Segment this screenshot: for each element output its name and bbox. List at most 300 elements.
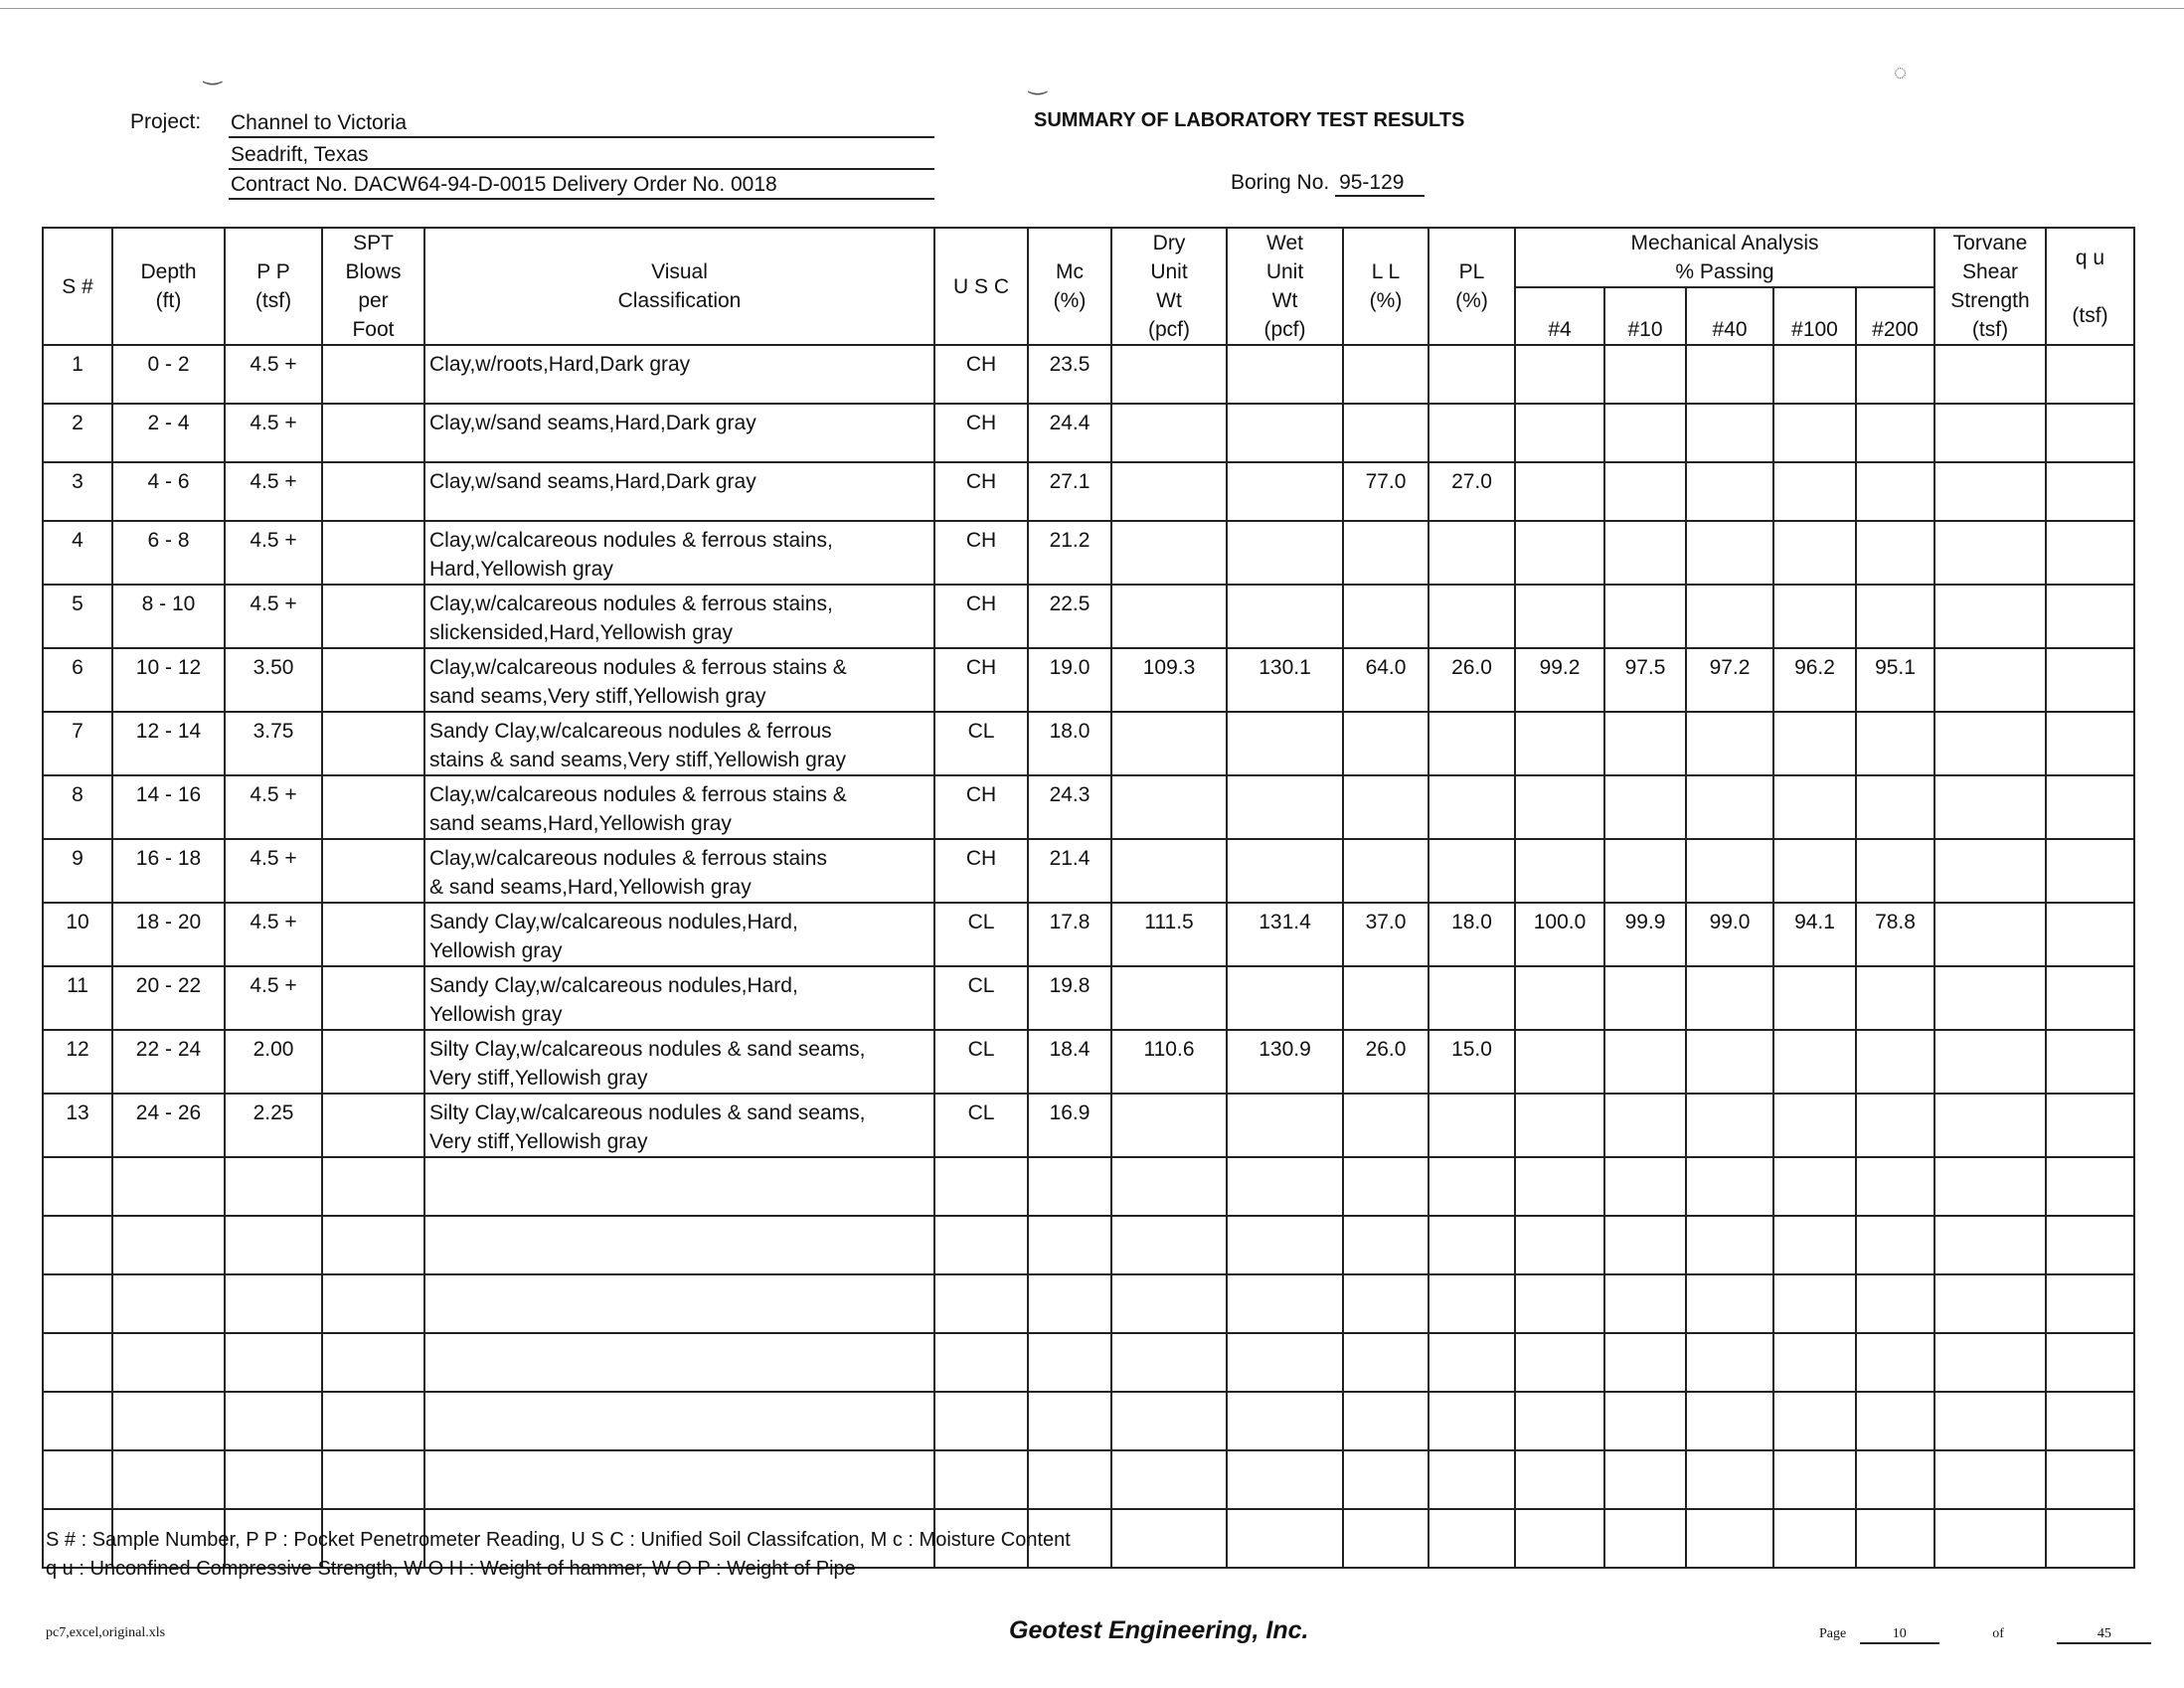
- cell-ll: [1343, 966, 1428, 1030]
- cell-description: [424, 1274, 934, 1333]
- cell-pp: 4.5 +: [225, 966, 322, 1030]
- cell-sample: [43, 1333, 112, 1392]
- cell-pp: [225, 1450, 322, 1509]
- cell-usc: CH: [934, 839, 1028, 903]
- cell-pp: 4.5 +: [225, 903, 322, 966]
- cell-sieve-100: 94.1: [1773, 903, 1856, 966]
- cell-qu: [2046, 1274, 2134, 1333]
- cell-pl: [1428, 1216, 1515, 1274]
- cell-torvane: [1934, 966, 2046, 1030]
- cell-dry-unit-wt: [1111, 404, 1227, 462]
- cell-spt: [322, 1216, 424, 1274]
- cell-wet-unit-wt: [1227, 839, 1343, 903]
- lab-results-table: [42, 227, 2135, 1569]
- cell-sample: 12: [43, 1030, 112, 1094]
- cell-ll: 37.0: [1343, 903, 1428, 966]
- cell-sieve-100: [1773, 712, 1856, 775]
- cell-description: Clay,w/calcareous nodules & ferrous stains & sand seams,Hard,Yellowish gray: [424, 775, 934, 839]
- company-name: Geotest Engineering, Inc.: [1009, 1616, 1309, 1644]
- cell-dry-unit-wt: 110.6: [1111, 1030, 1227, 1094]
- table-row: [43, 585, 2134, 648]
- cell-mc: 16.9: [1028, 1094, 1111, 1157]
- cell-sample: 7: [43, 712, 112, 775]
- cell-mc: [1028, 1157, 1111, 1216]
- cell-ll: [1343, 1157, 1428, 1216]
- cell-pp: 3.75: [225, 712, 322, 775]
- cell-dry-unit-wt: [1111, 1157, 1227, 1216]
- cell-sieve-40: [1686, 1333, 1773, 1392]
- cell-mc: 19.0: [1028, 648, 1111, 712]
- cell-spt: [322, 585, 424, 648]
- cell-sieve-10: 97.5: [1604, 648, 1686, 712]
- cell-pl: [1428, 345, 1515, 404]
- cell-sieve-10: [1604, 1157, 1686, 1216]
- cell-sieve-200: [1856, 712, 1934, 775]
- cell-description: Clay,w/sand seams,Hard,Dark gray: [424, 462, 934, 521]
- cell-sample: 6: [43, 648, 112, 712]
- col-header-mc: Mc (%): [1028, 228, 1111, 345]
- col-header-sieve-200: #200: [1856, 287, 1934, 345]
- cell-pl: [1428, 775, 1515, 839]
- cell-sample: 10: [43, 903, 112, 966]
- cell-pl: [1428, 1450, 1515, 1509]
- cell-sieve-10: [1604, 521, 1686, 585]
- cell-sieve-200: [1856, 345, 1934, 404]
- cell-description: Silty Clay,w/calcareous nodules & sand seams, Very stiff,Yellowish gray: [424, 1030, 934, 1094]
- cell-wet-unit-wt: [1227, 1216, 1343, 1274]
- cell-depth: 6 - 8: [112, 521, 225, 585]
- cell-spt: [322, 775, 424, 839]
- page-total: 45: [2057, 1626, 2151, 1644]
- cell-qu: [2046, 839, 2134, 903]
- cell-depth: [112, 1216, 225, 1274]
- cell-sieve-200: [1856, 1030, 1934, 1094]
- cell-qu: [2046, 1094, 2134, 1157]
- cell-torvane: [1934, 345, 2046, 404]
- cell-qu: [2046, 404, 2134, 462]
- cell-sieve-100: [1773, 775, 1856, 839]
- table-row: [43, 462, 2134, 521]
- cell-sieve-10: [1604, 404, 1686, 462]
- cell-torvane: [1934, 648, 2046, 712]
- cell-sieve-100: [1773, 1450, 1856, 1509]
- cell-sieve-200: [1856, 1157, 1934, 1216]
- col-header-sieve-40: #40: [1686, 287, 1773, 345]
- cell-dry-unit-wt: [1111, 1509, 1227, 1568]
- cell-pp: 2.25: [225, 1094, 322, 1157]
- cell-mc: 19.8: [1028, 966, 1111, 1030]
- cell-depth: 20 - 22: [112, 966, 225, 1030]
- cell-pl: [1428, 1333, 1515, 1392]
- cell-description: [424, 1450, 934, 1509]
- cell-sieve-40: 97.2: [1686, 648, 1773, 712]
- cell-mc: [1028, 1450, 1111, 1509]
- cell-pl: [1428, 585, 1515, 648]
- cell-wet-unit-wt: [1227, 712, 1343, 775]
- cell-qu: [2046, 1450, 2134, 1509]
- cell-sieve-4: [1515, 1274, 1604, 1333]
- cell-torvane: [1934, 462, 2046, 521]
- cell-sieve-4: [1515, 1216, 1604, 1274]
- cell-sieve-200: 78.8: [1856, 903, 1934, 966]
- cell-torvane: [1934, 1333, 2046, 1392]
- cell-sieve-40: [1686, 1274, 1773, 1333]
- col-header-wet-unit-wt: Wet Unit Wt (pcf): [1227, 228, 1343, 345]
- cell-pl: 26.0: [1428, 648, 1515, 712]
- cell-pl: 15.0: [1428, 1030, 1515, 1094]
- cell-sieve-4: [1515, 1333, 1604, 1392]
- cell-qu: [2046, 345, 2134, 404]
- cell-sieve-40: [1686, 1509, 1773, 1568]
- cell-sieve-40: [1686, 1392, 1773, 1450]
- col-header-ll: L L (%): [1343, 228, 1428, 345]
- cell-mc: 27.1: [1028, 462, 1111, 521]
- cell-sieve-10: [1604, 1030, 1686, 1094]
- cell-sieve-40: [1686, 1157, 1773, 1216]
- cell-ll: [1343, 1094, 1428, 1157]
- cell-sieve-10: 99.9: [1604, 903, 1686, 966]
- cell-qu: [2046, 1333, 2134, 1392]
- cell-wet-unit-wt: [1227, 585, 1343, 648]
- cell-pl: [1428, 966, 1515, 1030]
- cell-dry-unit-wt: [1111, 345, 1227, 404]
- cell-ll: [1343, 712, 1428, 775]
- page-number: 10: [1860, 1626, 1939, 1644]
- cell-spt: [322, 1333, 424, 1392]
- boring-number: 95-129: [1335, 171, 1425, 197]
- cell-depth: [112, 1274, 225, 1333]
- cell-pl: [1428, 839, 1515, 903]
- cell-qu: [2046, 966, 2134, 1030]
- cell-pp: [225, 1157, 322, 1216]
- cell-ll: [1343, 1216, 1428, 1274]
- cell-usc: [934, 1157, 1028, 1216]
- cell-dry-unit-wt: [1111, 1094, 1227, 1157]
- table-row: [43, 404, 2134, 462]
- col-header-sieve-10: #10: [1604, 287, 1686, 345]
- cell-dry-unit-wt: 109.3: [1111, 648, 1227, 712]
- cell-pl: [1428, 404, 1515, 462]
- cell-sieve-40: [1686, 966, 1773, 1030]
- legend-line-2: q u : Unconfined Compressive Strength, W O H : Weight of hammer, W O P : Weight of Pipe: [46, 1558, 856, 1580]
- project-name: Channel to Victoria: [229, 108, 934, 138]
- cell-qu: [2046, 1216, 2134, 1274]
- cell-sieve-10: [1604, 1274, 1686, 1333]
- cell-spt: [322, 1094, 424, 1157]
- cell-sample: [43, 1216, 112, 1274]
- cell-sieve-4: [1515, 1030, 1604, 1094]
- cell-sieve-10: [1604, 1094, 1686, 1157]
- cell-wet-unit-wt: [1227, 775, 1343, 839]
- cell-depth: 0 - 2: [112, 345, 225, 404]
- cell-sieve-10: [1604, 1392, 1686, 1450]
- table-row-empty: [43, 1333, 2134, 1392]
- cell-dry-unit-wt: [1111, 585, 1227, 648]
- cell-description: Silty Clay,w/calcareous nodules & sand seams, Very stiff,Yellowish gray: [424, 1094, 934, 1157]
- cell-qu: [2046, 1157, 2134, 1216]
- cell-pp: 3.50: [225, 648, 322, 712]
- cell-dry-unit-wt: [1111, 712, 1227, 775]
- cell-wet-unit-wt: [1227, 966, 1343, 1030]
- col-header-usc: U S C: [934, 228, 1028, 345]
- cell-pl: [1428, 1157, 1515, 1216]
- cell-sieve-40: [1686, 1094, 1773, 1157]
- cell-description: Clay,w/calcareous nodules & ferrous stains & sand seams,Very stiff,Yellowish gray: [424, 648, 934, 712]
- cell-sieve-4: [1515, 404, 1604, 462]
- cell-dry-unit-wt: [1111, 1216, 1227, 1274]
- cell-usc: CH: [934, 775, 1028, 839]
- cell-sieve-40: [1686, 1450, 1773, 1509]
- cell-usc: CH: [934, 648, 1028, 712]
- cell-depth: 24 - 26: [112, 1094, 225, 1157]
- cell-depth: 8 - 10: [112, 585, 225, 648]
- cell-sieve-4: [1515, 521, 1604, 585]
- cell-description: Clay,w/calcareous nodules & ferrous stains & sand seams,Hard,Yellowish gray: [424, 839, 934, 903]
- cell-wet-unit-wt: [1227, 1509, 1343, 1568]
- cell-description: Clay,w/roots,Hard,Dark gray: [424, 345, 934, 404]
- col-header-depth: Depth (ft): [112, 228, 225, 345]
- legend-line-1: S # : Sample Number, P P : Pocket Penetrometer Reading, U S C : Unified Soil Classifcation, M c : Moisture Content: [46, 1529, 1071, 1551]
- cell-torvane: [1934, 775, 2046, 839]
- col-header-qu: q u (tsf): [2046, 228, 2134, 345]
- cell-sieve-4: [1515, 1450, 1604, 1509]
- cell-sieve-4: [1515, 712, 1604, 775]
- cell-mc: 24.3: [1028, 775, 1111, 839]
- cell-sieve-10: [1604, 1450, 1686, 1509]
- cell-depth: 12 - 14: [112, 712, 225, 775]
- cell-qu: [2046, 712, 2134, 775]
- table-row: [43, 966, 2134, 1030]
- punch-mark: ‿: [1029, 70, 1047, 94]
- cell-qu: [2046, 521, 2134, 585]
- cell-depth: [112, 1450, 225, 1509]
- cell-sieve-100: [1773, 1216, 1856, 1274]
- cell-ll: [1343, 1392, 1428, 1450]
- cell-depth: 14 - 16: [112, 775, 225, 839]
- cell-sieve-200: [1856, 775, 1934, 839]
- cell-wet-unit-wt: [1227, 462, 1343, 521]
- cell-dry-unit-wt: 111.5: [1111, 903, 1227, 966]
- cell-mc: [1028, 1274, 1111, 1333]
- cell-mc: 18.0: [1028, 712, 1111, 775]
- cell-sieve-4: [1515, 1157, 1604, 1216]
- cell-dry-unit-wt: [1111, 1392, 1227, 1450]
- cell-qu: [2046, 903, 2134, 966]
- cell-wet-unit-wt: [1227, 521, 1343, 585]
- cell-mc: 23.5: [1028, 345, 1111, 404]
- cell-sample: [43, 1392, 112, 1450]
- cell-pl: [1428, 1274, 1515, 1333]
- cell-description: Clay,w/calcareous nodules & ferrous stains, slickensided,Hard,Yellowish gray: [424, 585, 934, 648]
- table-row-empty: [43, 1392, 2134, 1450]
- cell-sieve-4: [1515, 1509, 1604, 1568]
- table-row: [43, 521, 2134, 585]
- cell-ll: [1343, 839, 1428, 903]
- cell-dry-unit-wt: [1111, 462, 1227, 521]
- cell-ll: [1343, 404, 1428, 462]
- cell-description: Clay,w/sand seams,Hard,Dark gray: [424, 404, 934, 462]
- cell-depth: 18 - 20: [112, 903, 225, 966]
- cell-sieve-4: [1515, 462, 1604, 521]
- lab-results-body: [43, 345, 2134, 1568]
- cell-usc: [934, 1274, 1028, 1333]
- table-row: [43, 1094, 2134, 1157]
- cell-pp: 4.5 +: [225, 345, 322, 404]
- cell-dry-unit-wt: [1111, 966, 1227, 1030]
- table-row: [43, 1030, 2134, 1094]
- cell-sieve-40: [1686, 404, 1773, 462]
- cell-pp: [225, 1333, 322, 1392]
- cell-sample: 2: [43, 404, 112, 462]
- cell-torvane: [1934, 712, 2046, 775]
- table-row-empty: [43, 1450, 2134, 1509]
- cell-ll: [1343, 585, 1428, 648]
- cell-sieve-10: [1604, 1509, 1686, 1568]
- cell-mc: 21.2: [1028, 521, 1111, 585]
- cell-spt: [322, 521, 424, 585]
- cell-sieve-200: [1856, 462, 1934, 521]
- cell-depth: 22 - 24: [112, 1030, 225, 1094]
- col-header-visual: Visual Classification: [424, 228, 934, 345]
- col-header-sample: S #: [43, 228, 112, 345]
- table-row-empty: [43, 1216, 2134, 1274]
- cell-usc: CL: [934, 712, 1028, 775]
- cell-torvane: [1934, 839, 2046, 903]
- cell-pp: 4.5 +: [225, 775, 322, 839]
- table-row: [43, 712, 2134, 775]
- page-label: Page: [1819, 1626, 1847, 1641]
- cell-sieve-100: [1773, 404, 1856, 462]
- cell-torvane: [1934, 1450, 2046, 1509]
- cell-usc: CH: [934, 521, 1028, 585]
- cell-pp: [225, 1392, 322, 1450]
- cell-sieve-200: [1856, 1509, 1934, 1568]
- cell-usc: CH: [934, 462, 1028, 521]
- cell-sieve-10: [1604, 775, 1686, 839]
- cell-sample: [43, 1274, 112, 1333]
- punch-mark: ‿: [204, 60, 222, 84]
- cell-wet-unit-wt: [1227, 1392, 1343, 1450]
- cell-pp: 4.5 +: [225, 585, 322, 648]
- cell-sieve-200: [1856, 966, 1934, 1030]
- cell-spt: [322, 1274, 424, 1333]
- boring-number-field: [1231, 171, 1425, 197]
- contract-number: Contract No. DACW64-94-D-0015 Delivery Order No. 0018: [229, 170, 934, 200]
- cell-sample: 3: [43, 462, 112, 521]
- cell-qu: [2046, 775, 2134, 839]
- cell-sieve-100: [1773, 1392, 1856, 1450]
- cell-torvane: [1934, 1274, 2046, 1333]
- cell-pl: [1428, 521, 1515, 585]
- cell-mc: 17.8: [1028, 903, 1111, 966]
- cell-qu: [2046, 1392, 2134, 1450]
- cell-sieve-100: [1773, 1157, 1856, 1216]
- table-row: [43, 648, 2134, 712]
- cell-sieve-10: [1604, 345, 1686, 404]
- cell-wet-unit-wt: [1227, 1094, 1343, 1157]
- cell-sample: [43, 1450, 112, 1509]
- cell-description: Clay,w/calcareous nodules & ferrous stains, Hard,Yellowish gray: [424, 521, 934, 585]
- page-title: SUMMARY OF LABORATORY TEST RESULTS: [1034, 109, 1465, 131]
- cell-wet-unit-wt: 130.9: [1227, 1030, 1343, 1094]
- cell-pl: [1428, 712, 1515, 775]
- cell-description: Sandy Clay,w/calcareous nodules,Hard, Yellowish gray: [424, 903, 934, 966]
- cell-spt: [322, 1392, 424, 1450]
- cell-qu: [2046, 585, 2134, 648]
- table-row: [43, 903, 2134, 966]
- cell-usc: [934, 1450, 1028, 1509]
- cell-description: [424, 1216, 934, 1274]
- col-header-pl: PL (%): [1428, 228, 1515, 345]
- punch-mark: ◌: [1894, 60, 1908, 84]
- cell-sieve-10: [1604, 839, 1686, 903]
- cell-sieve-40: [1686, 521, 1773, 585]
- cell-pp: [225, 1274, 322, 1333]
- cell-sieve-4: [1515, 1094, 1604, 1157]
- cell-dry-unit-wt: [1111, 521, 1227, 585]
- cell-pp: 4.5 +: [225, 462, 322, 521]
- cell-description: Sandy Clay,w/calcareous nodules,Hard, Yellowish gray: [424, 966, 934, 1030]
- boring-label: Boring No.: [1231, 171, 1330, 194]
- project-label: Project:: [130, 110, 202, 133]
- cell-torvane: [1934, 1157, 2046, 1216]
- cell-usc: CH: [934, 585, 1028, 648]
- cell-mc: [1028, 1392, 1111, 1450]
- cell-sieve-10: [1604, 1333, 1686, 1392]
- cell-sieve-200: [1856, 1274, 1934, 1333]
- cell-usc: CH: [934, 404, 1028, 462]
- cell-sieve-4: 100.0: [1515, 903, 1604, 966]
- cell-pp: 4.5 +: [225, 404, 322, 462]
- cell-torvane: [1934, 585, 2046, 648]
- cell-ll: [1343, 1509, 1428, 1568]
- cell-torvane: [1934, 404, 2046, 462]
- cell-sieve-100: [1773, 966, 1856, 1030]
- cell-sieve-200: [1856, 1392, 1934, 1450]
- cell-mc: 18.4: [1028, 1030, 1111, 1094]
- cell-depth: 4 - 6: [112, 462, 225, 521]
- cell-spt: [322, 345, 424, 404]
- cell-torvane: [1934, 1094, 2046, 1157]
- cell-sieve-200: [1856, 521, 1934, 585]
- cell-wet-unit-wt: [1227, 1333, 1343, 1392]
- cell-sieve-100: 96.2: [1773, 648, 1856, 712]
- cell-spt: [322, 462, 424, 521]
- cell-sample: 13: [43, 1094, 112, 1157]
- cell-spt: [322, 712, 424, 775]
- cell-sieve-4: [1515, 775, 1604, 839]
- cell-sieve-200: 95.1: [1856, 648, 1934, 712]
- cell-usc: [934, 1392, 1028, 1450]
- cell-sieve-100: [1773, 585, 1856, 648]
- cell-torvane: [1934, 1392, 2046, 1450]
- cell-pp: [225, 1216, 322, 1274]
- cell-usc: CL: [934, 903, 1028, 966]
- cell-sieve-4: 99.2: [1515, 648, 1604, 712]
- table-row-empty: [43, 1157, 2134, 1216]
- cell-torvane: [1934, 1030, 2046, 1094]
- cell-pl: [1428, 1509, 1515, 1568]
- cell-qu: [2046, 1030, 2134, 1094]
- cell-dry-unit-wt: [1111, 839, 1227, 903]
- cell-sieve-100: [1773, 1333, 1856, 1392]
- cell-sieve-100: [1773, 839, 1856, 903]
- cell-wet-unit-wt: [1227, 1157, 1343, 1216]
- cell-spt: [322, 966, 424, 1030]
- col-header-torvane: Torvane Shear Strength (tsf): [1934, 228, 2046, 345]
- cell-sieve-40: 99.0: [1686, 903, 1773, 966]
- cell-sieve-40: [1686, 1216, 1773, 1274]
